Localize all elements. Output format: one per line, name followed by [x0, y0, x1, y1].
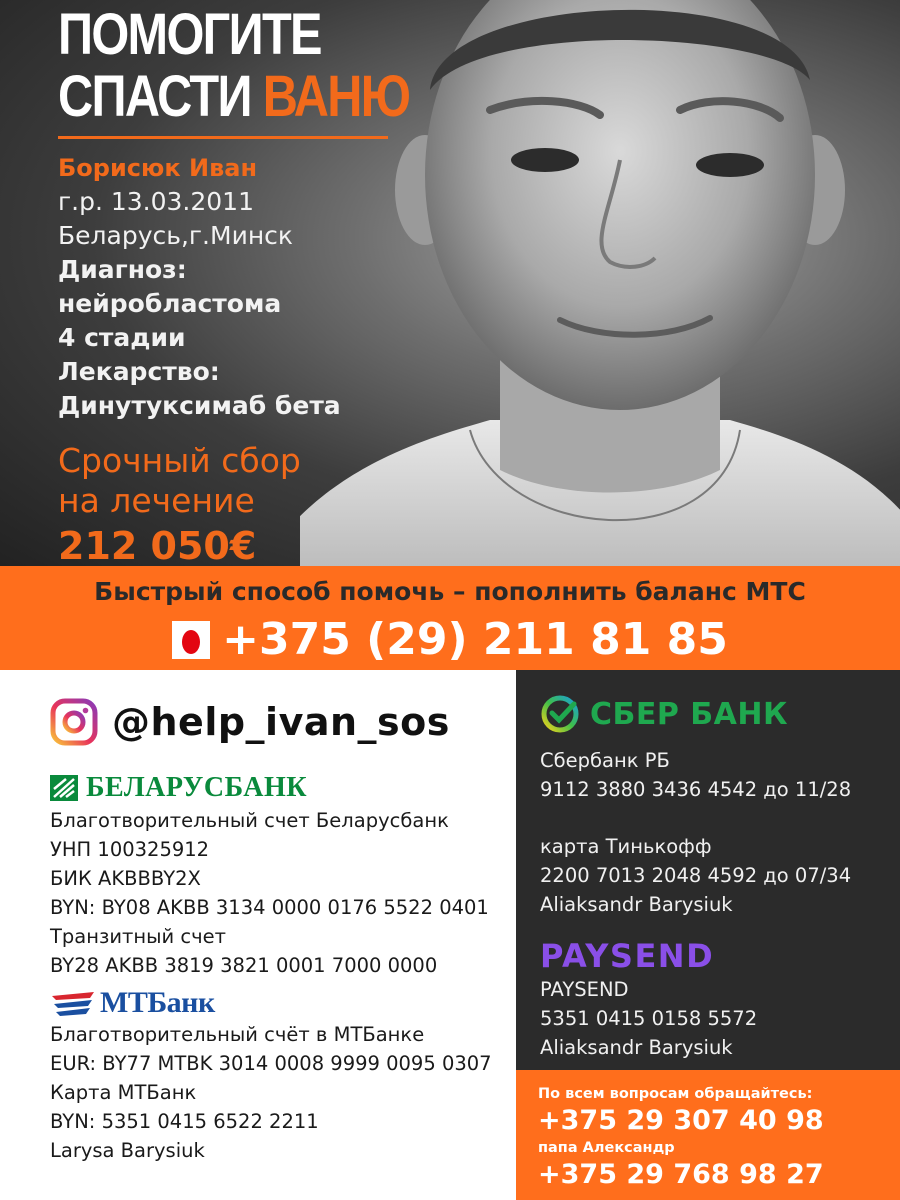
diagnosis-line-2: 4 стадии	[58, 323, 186, 352]
mts-tagline: Быстрый способ помочь – пополнить баланс МТС	[94, 577, 806, 606]
belarusbank-line: УНП 100325912	[50, 838, 210, 861]
belarusbank-logo-icon	[50, 775, 78, 801]
mts-phone-number[interactable]: +375 (29) 211 81 85	[222, 614, 728, 665]
contact-label: По всем вопросам обращайтесь:	[538, 1086, 813, 1102]
sberbank-logo	[540, 694, 900, 734]
title-line-1: ПОМОГИТЕ	[58, 2, 321, 67]
mtbank-line: Карта МТБанк	[50, 1081, 197, 1104]
belarusbank-logo	[50, 772, 516, 804]
contact-panel	[516, 1070, 900, 1200]
hero-section	[0, 0, 900, 566]
sberbank-line: Сбербанк РБ	[540, 749, 670, 772]
title-child-name: ВАНЮ	[262, 64, 410, 129]
contact-phone-2[interactable]: +375 29 768 98 27	[538, 1159, 824, 1190]
belarusbank-line: BY28 AKBB 3819 3821 0001 7000 0000	[50, 954, 438, 977]
mtbank-line: BYN: 5351 0415 6522 2211	[50, 1110, 319, 1133]
birth-date: г.р. 13.03.2011	[58, 187, 254, 216]
mtbank-line: Larysa Barysiuk	[50, 1139, 205, 1162]
sberbank-logo-text: СБЕР БАНК	[590, 696, 789, 732]
mtbank-line: Благотворительный счёт в МТБанке	[50, 1023, 425, 1046]
paysend-details	[540, 975, 900, 1062]
title-divider	[58, 136, 388, 139]
sber-check-icon	[540, 694, 580, 734]
sberbank-details	[540, 746, 900, 804]
tinkoff-line: Aliaksandr Barysiuk	[540, 893, 733, 916]
title-save-word: СПАСТИ	[58, 64, 251, 129]
mts-egg-icon	[172, 621, 210, 659]
belarusbank-line: Благотворительный счет Беларусбанк	[50, 809, 449, 832]
mtbank-logo-icon	[50, 988, 96, 1018]
right-bank-panel	[516, 670, 900, 1070]
mts-phone-row	[0, 614, 900, 666]
mtbank-logo-text: МТБанк	[100, 986, 215, 1019]
title-line-2	[58, 66, 411, 128]
urgent-line-2: на лечение	[58, 481, 255, 520]
belarusbank-line: БИК AKBBBY2X	[50, 867, 201, 890]
paysend-line: 5351 0415 0158 5572	[540, 1007, 758, 1030]
paysend-line: PAYSEND	[540, 978, 629, 1001]
instagram-icon	[50, 698, 98, 746]
tinkoff-line: карта Тинькофф	[540, 835, 712, 858]
sberbank-line: 9112 3880 3436 4542 до 11/28	[540, 778, 852, 801]
instagram-handle[interactable]: @help_ivan_sos	[112, 700, 450, 744]
contact-person: папа Александр	[538, 1140, 675, 1156]
child-name: Борисюк Иван	[58, 154, 258, 182]
instagram-row[interactable]	[50, 698, 516, 746]
medicine-label: Лекарство:	[58, 357, 220, 386]
paysend-line: Aliaksandr Barysiuk	[540, 1036, 733, 1059]
tinkoff-details	[540, 832, 900, 919]
belarusbank-line: Транзитный счет	[50, 925, 227, 948]
belarusbank-line: BYN: BY08 AKBB 3134 0000 0176 5522 0401	[50, 896, 489, 919]
location: Беларусь,г.Минск	[58, 221, 294, 250]
mtbank-line: EUR: BY77 MTBK 3014 0008 9999 0095 0307	[50, 1052, 492, 1075]
fundraising-amount: 212 050€	[58, 524, 257, 566]
diagnosis-label: Диагноз:	[58, 255, 187, 284]
medicine-name: Динутуксимаб бета	[58, 391, 341, 420]
diagnosis-line-1: нейробластома	[58, 289, 282, 318]
mts-band	[0, 566, 900, 670]
contact-phone-1[interactable]: +375 29 307 40 98	[538, 1105, 824, 1136]
tinkoff-line: 2200 7013 2048 4592 до 07/34	[540, 864, 852, 887]
belarusbank-details	[50, 806, 516, 980]
mtbank-details	[50, 1020, 516, 1165]
hero-text-block	[58, 0, 478, 566]
mtbank-logo	[50, 986, 516, 1020]
left-bank-panel	[0, 670, 516, 1200]
paysend-logo: PAYSEND	[540, 937, 715, 975]
urgent-line-1: Срочный сбор	[58, 441, 301, 480]
belarusbank-logo-text: БЕЛАРУСБАНК	[86, 772, 308, 803]
